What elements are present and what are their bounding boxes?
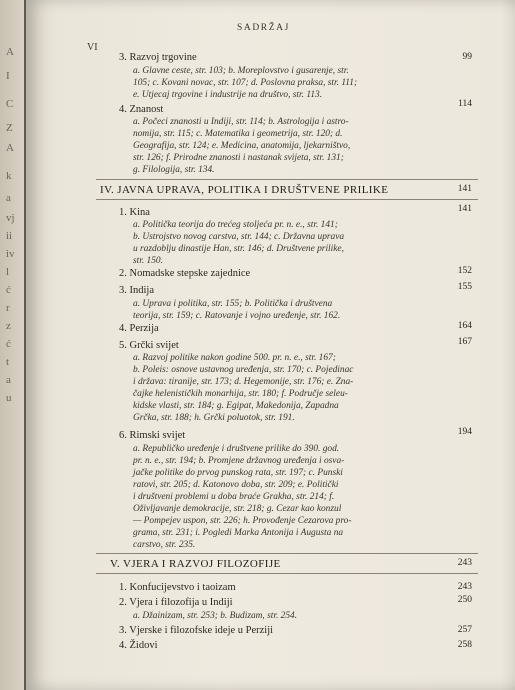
prev-letter: A [6,46,14,58]
prev-letter: Z [6,122,13,134]
running-header: SADRŽAJ [237,23,290,33]
prev-letter: r [6,302,10,314]
prev-letter: A [6,142,14,154]
section-divider [96,199,478,200]
toc-entry-title: 5. Grčki svijet [119,340,179,351]
toc-subentry-line: b. Poleis: osnove ustavnog uređenja, str. 170; c. Pojedinac [133,365,354,375]
toc-page-number: 141 [457,204,472,214]
toc-subentry-line: a. Počeci znanosti u Indiji, str. 114; b. Astrologija i astro- [133,117,349,127]
toc-subentry-line: Oživljavanje demokracije, str. 218; g. Cezar kao konzul [133,504,342,514]
prev-letter: iv [6,248,15,260]
section-divider [96,179,478,180]
prev-letter: C [6,98,14,110]
toc-page-number: 99 [462,52,472,62]
toc-page-number: 243 [457,582,472,592]
toc-subentry-line: i društveni problemi u doba braće Grakha, str. 214; f. [133,492,335,502]
toc-entry-title: 6. Rimski svijet [119,430,186,441]
toc-subentry-line: a. Politička teorija do trećeg stoljeća pr. n. e., str. 141; [133,220,338,230]
prev-letter: a [6,192,11,204]
part-title: V. VJERA I RAZVOJ FILOZOFIJE [110,558,281,570]
prev-letter: ii [6,230,13,242]
toc-page-number: 114 [458,99,472,109]
toc-subentry-line: grama, str. 231; i. Pogledi Marka Antonija i Augusta na [133,528,344,538]
prev-letter: k [6,170,12,182]
toc-entry-title: 3. Indija [119,285,154,296]
book-page [26,0,515,690]
toc-subentry-line: 105; c. Kovani novac, str. 107; d. Poslovna praksa, str. 111; [133,78,358,88]
toc-subentry-line: b. Ustrojstvo novog carstva, str. 144; c. Državna uprava [133,232,345,242]
toc-entry-title: 4. Židovi [119,640,158,651]
previous-page-edge [0,0,24,690]
toc-page-number: 164 [457,321,472,331]
toc-page-number: 258 [457,640,472,650]
toc-subentry-line: Grčka, str. 188; h. Grčki poluotok, str. 191. [133,413,295,423]
toc-page-number: 155 [457,282,472,292]
toc-subentry-line: a. Glavne ceste, str. 103; b. Moreplovstvo i gusarenje, str. [133,66,349,76]
toc-entry-title: 4. Znanost [119,104,164,115]
prev-letter: z [6,320,11,332]
toc-entry-title: 2. Nomadske stepske zajednice [119,268,251,279]
toc-entry-title: 2. Vjera i filozofija u Indiji [119,597,233,608]
toc-page-number: 257 [457,625,472,635]
toc-entry-title: 4. Perzija [119,323,159,334]
toc-subentry-line: str. 150. [133,256,163,266]
prev-letter: I [6,70,10,82]
toc-subentry-line: nomija, str. 115; c. Matematika i geometrija, str. 120; d. [133,129,343,139]
section-divider [96,573,478,574]
toc-subentry-line: Geografija, str. 124; e. Medicina, anatomija, ljekarništvo, [133,141,351,151]
prev-letter: ć [6,338,11,350]
toc-subentry-line: teorija, str. 159; c. Ratovanje i vojno uređenje, str. 162. [133,311,341,321]
prev-letter: a [6,374,11,386]
toc-subentry-line: a. Razvoj politike nakon godine 500. pr. n. e., str. 167; [133,353,336,363]
toc-page-number: 194 [457,427,472,437]
toc-entry-title: 3. Vjerske i filozofske ideje u Perziji [119,625,274,636]
toc-entry-title: 1. Konfucijevstvo i taoizam [119,582,236,593]
toc-subentry-line: e. Utjecaj trgovine i industrije na društvo, str. 113. [133,90,323,100]
toc-subentry-line: a. Džainizam, str. 253; b. Budizam, str. 254. [133,611,298,621]
toc-subentry-line: carstvo, str. 235. [133,540,196,550]
prev-letter: t [6,356,10,368]
toc-entry-title: 3. Razvoj trgovine [119,52,197,63]
toc-subentry-line: pr. n. e., str. 194; b. Promjene državnog uređenja i osva- [133,456,345,466]
toc-subentry-line: jačke politike do prvog punskog rata, str. 197; c. Punski [133,468,343,478]
toc-subentry-line: u razdoblju dinastije Han, str. 146; d. Društvene prilike, [133,244,344,254]
section-divider [96,553,478,554]
toc-subentry-line: str. 126; f. Prirodne znanosti i nastanak svijeta, str. 131; [133,153,344,163]
prev-letter: ć [6,284,11,296]
toc-subentry-line: g. Filologija, str. 134. [133,165,215,175]
toc-subentry-line: — Pompejev uspon, str. 226; h. Provođenje Cezarova pro- [133,516,352,526]
toc-page-number: 141 [457,184,472,194]
prev-letter: vj [6,212,15,224]
toc-page-number: 152 [457,266,472,276]
toc-subentry-line: ratovi, str. 205; d. Katonovo doba, str. 209; e. Politički [133,480,339,490]
toc-page-number: 243 [457,558,472,568]
page-number: VI [87,42,98,53]
toc-page-number: 250 [457,595,472,605]
toc-subentry-line: a. Uprava i politika, str. 155; b. Politička i društvena [133,299,333,309]
toc-subentry-line: kidske vlasti, str. 184; g. Egipat, Makedonija, Zapadna [133,401,339,411]
page-edge-shadow [501,0,515,690]
toc-page-number: 167 [457,337,472,347]
part-title: IV. JAVNA UPRAVA, POLITIKA I DRUŠTVENE PRILIKE [100,184,389,196]
toc-subentry-line: čajke helenističkih monarhija, str. 180; f. Područje seleu- [133,389,348,399]
toc-entry-title: 1. Kina [119,207,150,218]
prev-letter: u [6,392,12,404]
toc-subentry-line: i država: tiranije, str. 173; d. Hegemonije, str. 176; e. Zna- [133,377,354,387]
toc-subentry-line: a. Republičko uređenje i društvene prilike do 390. god. [133,444,340,454]
prev-letter: l [6,266,10,278]
